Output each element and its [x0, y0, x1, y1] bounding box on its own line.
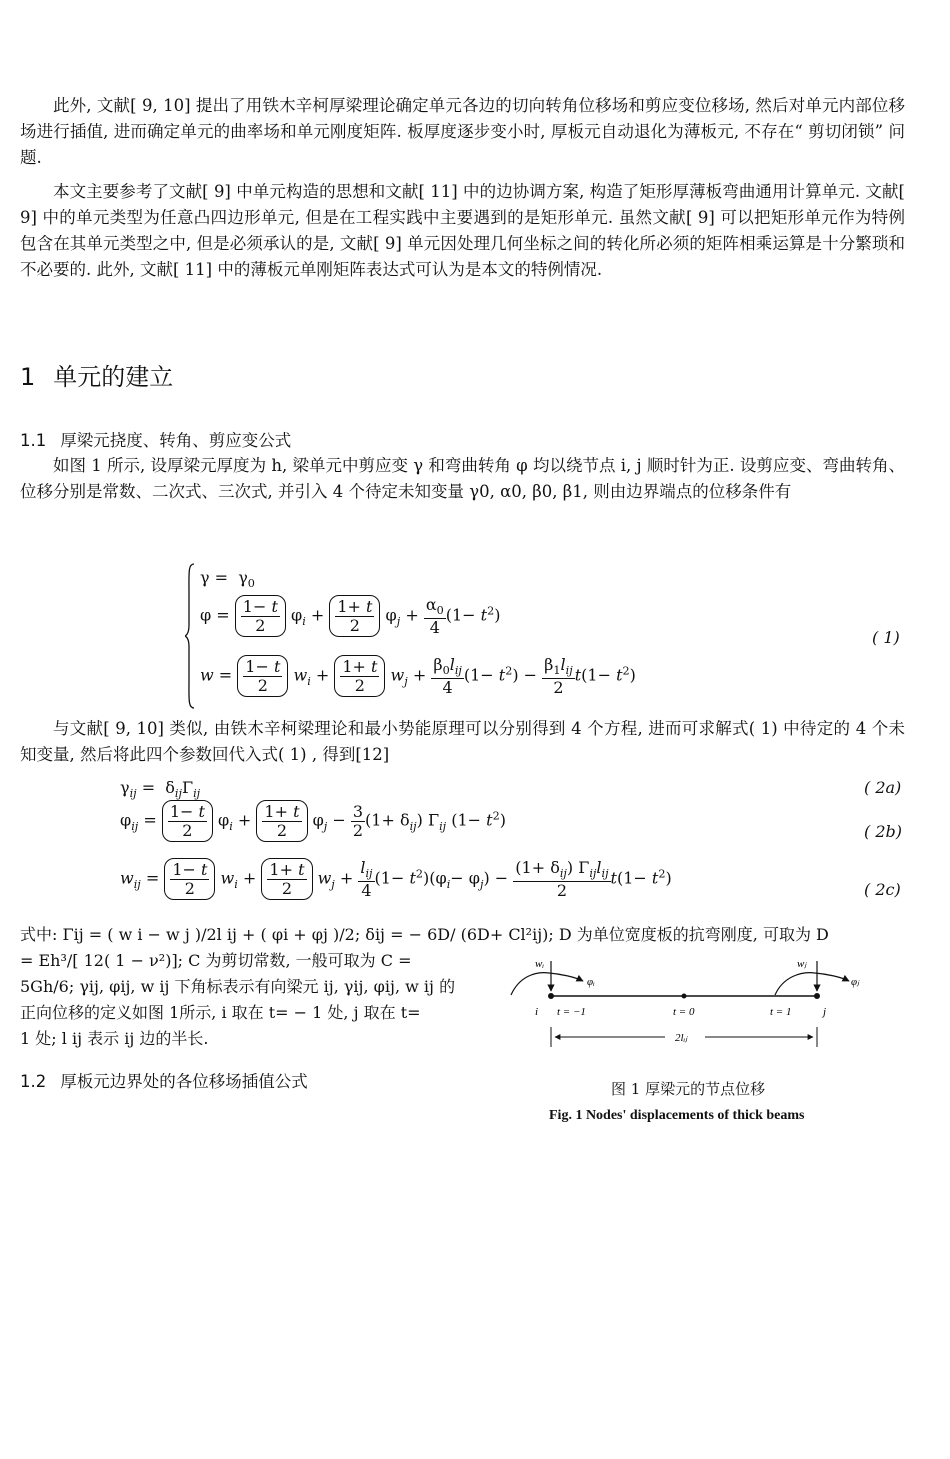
- figure-caption-en: Fig. 1 Nodes' displacements of thick beams: [549, 1108, 805, 1123]
- where-line-4: 正向位移的定义如图 1所示, i 取在 t= − 1 处, j 取在 t=: [20, 1003, 421, 1022]
- label-t1: t = 1: [770, 1006, 792, 1018]
- label-j: j: [823, 1006, 827, 1018]
- node-center: [682, 994, 687, 999]
- subsection-title: 厚梁元挠度、转角、剪应变公式: [60, 431, 292, 450]
- subsection-title: 厚板元边界处的各位移场插值公式: [60, 1072, 308, 1091]
- equation-1-w: w = $\frac{1- t}{2}$ $w_i$ + $\frac{1+ t}{2}$ $w_j$ + $\frac{\beta_0l_{ij}}{4}$ $(1- t^2)$ − $\frac{\beta_1l_{ij}}{2}$ $t(1- t^2)$: [200, 655, 636, 697]
- label-phii: φᵢ: [587, 976, 595, 988]
- figure-caption-cn: 图 1 厚梁元的节点位移: [611, 1080, 766, 1098]
- equation-number-2b: ( 2b): [864, 822, 902, 841]
- equation-2c: $w_{ij}$ = $\frac{1- t}{2}$ $w_i$ + $\frac{1+ t}{2}$ $w_j$ + $\frac{l_{ij}}{4}$ $(1- t^2)(\varphi_i- \varphi_j)$ − $\frac{(1+ \delta_{ij}) \Gamma_{ij}l_{ij}}{2}$ $t(1- t^2)$: [120, 858, 672, 900]
- paragraph-intro-2: 本文主要参考了文献[ 9] 中单元构造的思想和文献[ 11] 中的边协调方案, 构造了矩形厚薄板弯曲通用计算单元. 文献[ 9] 中的单元类型为任意凸四边形单元, 但是在工程实践中主要遇到的是矩形单元. 虽然文献[ 9] 可以把矩形单元作为特例包含在其单元类型之中, 但是必须承认的是, 文献[ 9] 单元因处理几何坐标之间的转化所必须的矩阵相乘运算是十分繁琐和不必要的. 此外, 文献[ 11] 中的薄板元单刚矩阵表达式可认为是本文的特例情况.: [20, 182, 905, 279]
- where-line-1: 式中: Γij = ( w i − w j )/2l ij + ( φi + φj )/2; δij = − 6D/ (6D+ Cl²ij); D 为单位宽度板的抗弯刚度, 可取为 D: [20, 925, 829, 944]
- label-phij: φⱼ: [851, 976, 860, 988]
- subsection-number: 1.1: [20, 431, 47, 450]
- label-t0: t = 0: [673, 1006, 695, 1018]
- figure-1-beam-diagram: [505, 955, 870, 1055]
- paragraph-solution: 与文献[ 9, 10] 类似, 由铁木辛柯梁理论和最小势能原理可以分别得到 4 个方程, 进而可求解式( 1) 中待定的 4 个未知变量, 然后将此四个参数回代入式( 1) , 得到[12]: [20, 719, 905, 764]
- equation-number-2c: ( 2c): [864, 880, 901, 899]
- equation-brace: [185, 563, 195, 709]
- where-line-2: = Eh³/[ 12( 1 − ν²)]; C 为剪切常数, 一般可取为 C =: [20, 951, 412, 970]
- subsection-heading-1-2: [20, 1068, 308, 1092]
- equation-number-2a: ( 2a): [864, 778, 902, 797]
- node-i: [548, 993, 554, 999]
- section-title: 单元的建立: [53, 363, 174, 391]
- label-2lij: 2lᵢⱼ: [675, 1032, 688, 1044]
- paragraph-beam-setup: 如图 1 所示, 设厚梁元厚度为 h, 梁单元中剪应变 γ 和弯曲转角 φ 均以绕节点 i, j 顺时针为正. 设剪应变、弯曲转角、位移分别是常数、二次式、三次式, 并引入 4 个待定未知变量 γ0, α0, β0, β1, 则由边界端点的位移条件有: [20, 456, 905, 501]
- label-i: i: [535, 1006, 539, 1018]
- equation-2a: $\gamma_{ij} = \delta_{ij}\Gamma_{ij}$: [120, 778, 201, 801]
- arrow-phii: [511, 973, 583, 995]
- arrow-phij: [775, 973, 849, 995]
- section-number: 1: [20, 363, 36, 391]
- where-line-5: 1 处; l ij 表示 ij 边的半长.: [20, 1029, 209, 1048]
- paragraph-intro-1: 此外, 文献[ 9, 10] 提出了用铁木辛柯厚梁理论确定单元各边的切向转角位移场和剪应变位移场, 然后对单元内部位移场进行插值, 进而确定单元的曲率场和单元刚度矩阵. 板厚度逐步变小时, 厚板元自动退化为薄板元, 不存在“ 剪切闭锁” 问题.: [20, 96, 905, 167]
- equation-number-1: ( 1): [872, 628, 900, 647]
- equation-1-gamma: $\gamma = \gamma_0$: [200, 568, 255, 591]
- label-wi: wᵢ: [535, 958, 545, 970]
- section-heading-1: [20, 357, 173, 392]
- where-line-3: 5Gh/6; γij, φij, w ij 下角标表示有向梁元 ij, γij, φij, w ij 的: [20, 977, 456, 996]
- label-t-neg1: t = −1: [557, 1006, 586, 1018]
- node-j: [814, 993, 820, 999]
- equation-1-phi: φ = $\frac{1- t}{2}$ $\varphi_i$ + $\frac{1+ t}{2}$ $\varphi_j$ + $\frac{\alpha_0}{4}$ $(1- t^2)$: [200, 595, 501, 637]
- subsection-number: 1.2: [20, 1072, 47, 1091]
- equation-2b: $\varphi_{ij}$ = $\frac{1- t}{2}$ $\varphi_i$ + $\frac{1+ t}{2}$ $\varphi_j$ − $\frac{3}{2}$ $(1+ \delta_{ij})$ $\Gamma_{ij}$ $(1- t^2)$: [120, 800, 506, 842]
- subsection-heading-1-1: [20, 427, 291, 451]
- label-wj: wⱼ: [797, 958, 807, 970]
